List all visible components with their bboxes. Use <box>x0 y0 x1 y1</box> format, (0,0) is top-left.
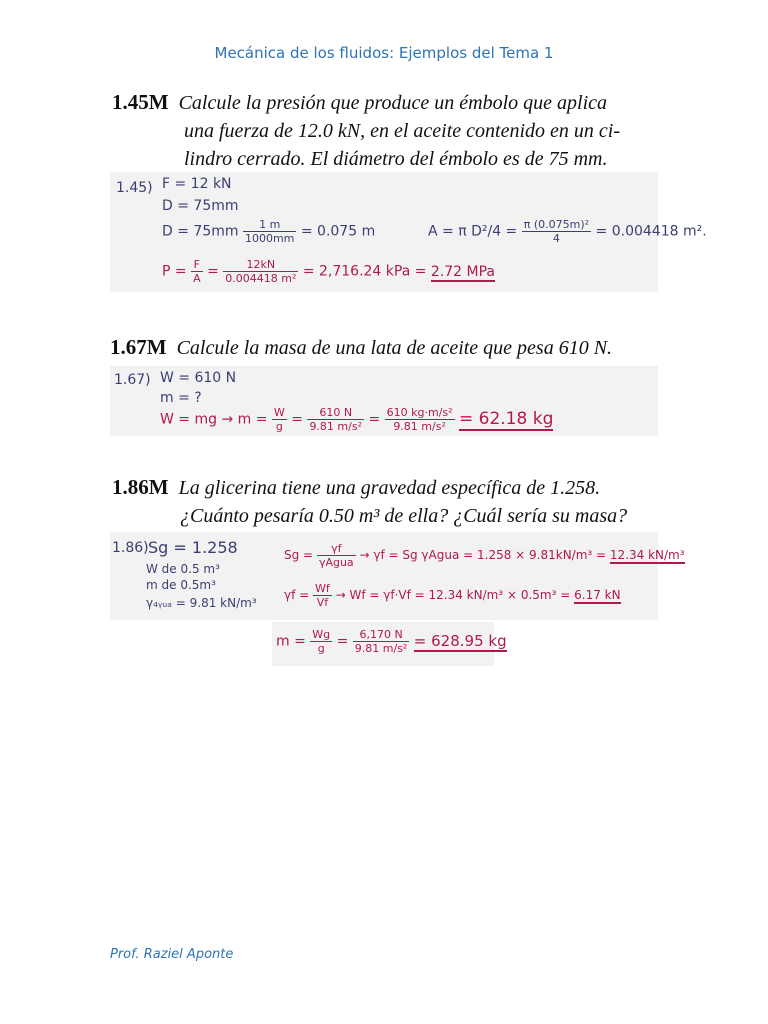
page-header: Mecánica de los fluidos: Ejemplos del Tema 1 <box>214 44 554 62</box>
water-specific-weight: γ₄ᵧᵤₐ = 9.81 kN/m³ <box>146 596 257 610</box>
problem-line: Calcule la masa de una lata de aceite que pesa 610 N. <box>176 337 613 359</box>
specific-weight-calc: Sg = $\frac{\gamma f}{\text{γAgua}}$ → γf = Sg γAgua = 1.258 × 9.81kN/m³ = 12.34 kN/m³ <box>284 542 685 569</box>
problem-number: 1.45M <box>112 90 169 114</box>
given-volume-weight: W de 0.5 m³ <box>146 562 220 576</box>
mass-calc: m = $\frac{Wg}{g}$ = $\frac{6,170 N}{\text{9.81 m/s²}}$ = 628.95 kg <box>276 628 507 655</box>
given-force: F = 12 kN <box>162 176 232 192</box>
problem-line: Calcule la presión que produce un émbolo que aplica <box>178 92 608 114</box>
problem-1-67 <box>110 333 612 362</box>
pressure-calculation: P = $\frac{F}{A}$ = $\frac{12kN}{\text{0.004418 m²}}$ = 2,716.24 kPa = 2.72 MPa <box>162 258 496 285</box>
handwritten-solution-1-86 <box>110 532 685 620</box>
handwritten-solution-1-67 <box>110 366 658 436</box>
given-volume-mass: m de 0.5m³ <box>146 578 216 592</box>
problem-1-45 <box>112 88 620 173</box>
area-formula: A = π D²/4 = $\frac{\text{π (0.075m)²}}{4}$ = 0.004418 m². <box>428 218 707 245</box>
problem-line: ¿Cuánto pesaría 0.50 m³ de ella? ¿Cuál sería su masa? <box>180 505 628 527</box>
answer: = 62.18 kg <box>459 408 554 429</box>
weight-calc: γf = $\frac{Wf}{Vf}$ → Wf = γf·Vf = 12.34 kN/m³ × 0.5m³ = 6.17 kN <box>284 582 621 609</box>
given-diameter: D = 75mm <box>162 198 239 214</box>
unknown-mass: m = ? <box>160 390 202 406</box>
mass-calculation: W = mg → m = $\frac{W}{g}$ = $\frac{610 N}{\text{9.81 m/s²}}$ = $\frac{\text{610 kg·m/s²}}{\text{9.81 m/s²}}$ = 62.18 kg <box>160 406 554 433</box>
problem-line: La glicerina tiene una gravedad específica de 1.258. <box>178 477 601 499</box>
answer: 2.72 MPa <box>430 263 496 280</box>
problem-line: una fuerza de 12.0 kN, en el aceite contenido en un ci- <box>184 120 620 142</box>
solution-label: 1.67) <box>114 372 151 388</box>
diameter-conversion: D = 75mm $\frac{1 m}{1000mm}$ = 0.075 m <box>162 218 376 245</box>
given-weight: W = 610 N <box>160 370 237 386</box>
solution-label: 1.86) <box>112 540 149 556</box>
handwritten-mass-result <box>272 622 507 666</box>
problem-1-86 <box>112 473 627 530</box>
answer: 12.34 kN/m³ <box>609 548 685 562</box>
problem-line: lindro cerrado. El diámetro del émbolo es de 75 mm. <box>184 148 608 170</box>
answer: = 628.95 kg <box>413 631 507 650</box>
problem-number: 1.67M <box>110 335 167 359</box>
solution-label: 1.45) <box>116 180 153 196</box>
problem-number: 1.86M <box>112 475 169 499</box>
answer: 6.17 kN <box>574 588 621 602</box>
handwritten-solution-1-45 <box>110 172 707 292</box>
page-footer: Prof. Raziel Aponte <box>110 947 234 962</box>
given-sg: Sg = 1.258 <box>148 538 238 557</box>
